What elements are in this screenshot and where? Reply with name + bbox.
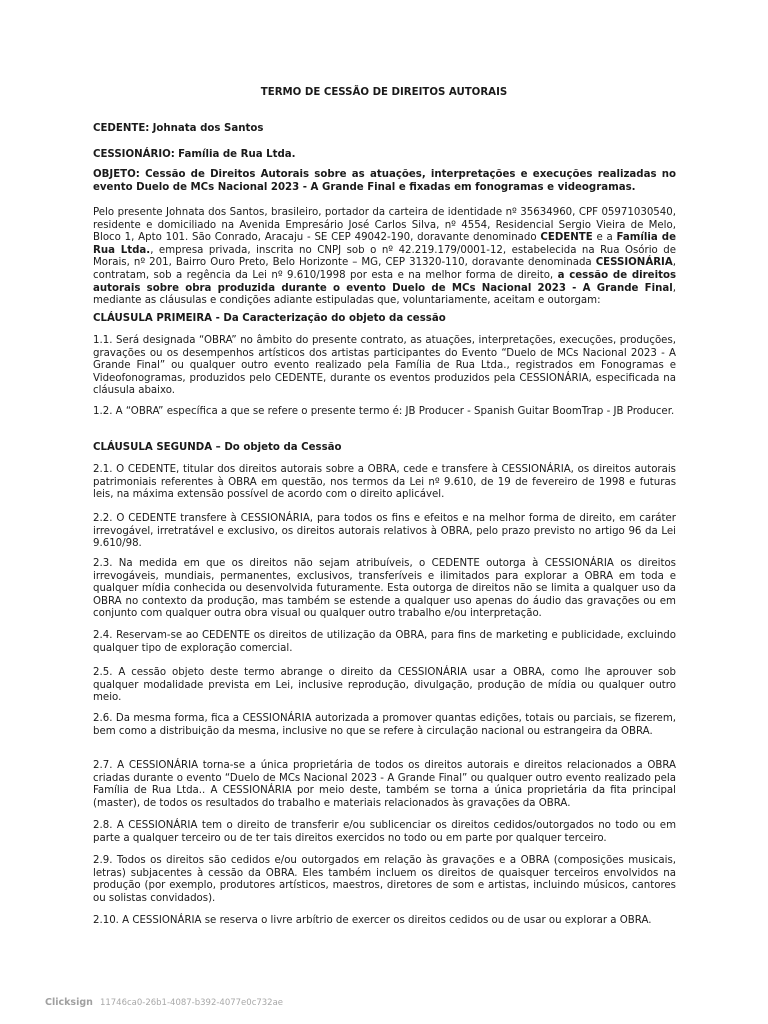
- cedente-value: Johnata dos Santos: [152, 123, 264, 134]
- cedente-label: CEDENTE:: [93, 123, 150, 134]
- signature-footer: [45, 997, 283, 1010]
- document-title: TERMO DE CESSÃO DE DIREITOS AUTORAIS: [260, 87, 508, 98]
- objeto-label: OBJETO:: [93, 169, 140, 180]
- clause-2-7: 2.7. A CESSIONÁRIA torna-se a única proprietária de todos os direitos autorais e direitos relacionados a OBRA criadas durante o evento “Duelo de MCs Nacional 2023 - A Grande Final” ou qualquer outro evento realizado pela Família de Rua Ltda.. A CESSIONÁRIA por meio deste, também se torna a única proprietária da fita principal (master), de todos os resultados do trabalho e materiais relacionados às gravações da OBRA.: [93, 760, 676, 809]
- clause-1-heading: CLÁUSULA PRIMEIRA - Da Caracterização do objeto da cessão: [93, 313, 446, 324]
- clicksign-logo: Clicksign: [45, 997, 93, 1008]
- clause-2-3: 2.3. Na medida em que os direitos não sejam atribuíveis, o CEDENTE outorga à CESSIONÁRIA os direitos irrevogáveis, mundiais, permanentes, exclusivos, transferíveis e ilimitados para explorar a OBRA em toda e qualquer mídia conhecida ou desenvolvida futuramente. Esta outorga de direitos não se limita a qualquer uso da OBRA no contexto da produção, mas também se estende a qualquer uso apenas do áudio das gravações ou em conjunto com qualquer outra obra visual ou qualquer outro trabalho e/ou interpretação.: [93, 558, 676, 620]
- cedente-line: [93, 123, 676, 136]
- intro-bold-cessionaria: CESSIONÁRIA: [595, 257, 673, 269]
- document-hash: 11746ca0-26b1-4087-b392-4077e0c732ae: [99, 998, 284, 1008]
- clause-2-heading: CLÁUSULA SEGUNDA – Do objeto da Cessão: [93, 442, 342, 453]
- clause-2-5: 2.5. A cessão objeto deste termo abrange o direito da CESSIONÁRIA usar a OBRA, como lhe aprouver sob qualquer modalidade prevista em Lei, inclusive reprodução, divulgação, produção de mídia ou qualquer outro meio.: [93, 667, 676, 704]
- intro-text-2: e a: [592, 232, 617, 244]
- clause-1-2: 1.2. A “OBRA” específica a que se refere o presente termo é: JB Producer - Spanish Guitar BoomTrap - JB Producer.: [93, 406, 675, 417]
- objeto-text: Cessão de Direitos Autorais sobre as atuações, interpretações e execuções realizadas no evento Duelo de MCs Nacional 2023 - A Grande Final e fixadas em fonogramas e videogramas.: [93, 169, 676, 193]
- intro-text-3: , empresa privada, inscrita no CNPJ sob o nº 42.219.179/0001-12, estabelecida na Rua Osório de Morais, nº 201, Bairro Ouro Preto, Belo Horizonte – MG, CEP 31320-110, doravante denominada: [93, 244, 676, 269]
- clause-1-1: 1.1. Será designada “OBRA” no âmbito do presente contrato, as atuações, interpretações, execuções, produções, gravações ou os desempenhos artísticos dos artistas participantes do Evento “Duelo de MCs Nacional 2023 - A Grande Final” ou qualquer outro evento realizado pela Família de Rua Ltda., registrados em Fonogramas e Videofonogramas, produzidos pelo CEDENTE, durante os eventos produzidos pela CESSIONÁRIA, especificada na cláusula abaixo.: [93, 335, 676, 397]
- cessionario-label: CESSIONÁRIO:: [93, 149, 175, 160]
- clause-2-6: 2.6. Da mesma forma, fica a CESSIONÁRIA autorizada a promover quantas edições, totais ou parciais, se fizerem, bem como a distribuição da mesma, inclusive no que se refere à circulação nacional ou estrangeira da OBRA.: [93, 713, 676, 737]
- objeto-paragraph: [93, 169, 676, 194]
- intro-bold-cessao: a cessão de direitos autorais sobre obra produzida durante o evento Duelo de MCs Nacional 2023 - A Grande Final: [93, 269, 677, 294]
- intro-text-5: , mediante as cláusulas e condições adiante estipuladas que, voluntariamente, aceitam e outorgam:: [93, 282, 676, 307]
- intro-text-4: , contratam, sob a regência da Lei nº 9.610/1998 por esta e na melhor forma de direito,: [93, 257, 676, 281]
- intro-bold-familia: Família de Rua Ltda.: [93, 232, 677, 256]
- cessionario-line: [93, 149, 676, 162]
- intro-bold-cedente: CEDENTE: [540, 232, 593, 244]
- clause-2-1: 2.1. O CEDENTE, titular dos direitos autorais sobre a OBRA, cede e transfere à CESSIONÁRIA, os direitos autorais patrimoniais referentes à OBRA em questão, nos termos da Lei nº 9.610, de 19 de fevereiro de 1998 e futuras leis, na máxima extensão possível de acordo com o direito aplicável.: [93, 464, 676, 501]
- clause-2-4: 2.4. Reservam-se ao CEDENTE os direitos de utilização da OBRA, para fins de marketing e publicidade, excluindo qualquer tipo de exploração comercial.: [93, 630, 676, 654]
- clause-2-2: 2.2. O CEDENTE transfere à CESSIONÁRIA, para todos os fins e efeitos e na melhor forma de direito, em caráter irrevogável, irretratável e exclusivo, os direitos autorais relativos à OBRA, pelo prazo previsto no artigo 96 da Lei 9.610/98.: [93, 513, 676, 550]
- intro-paragraph: [93, 207, 676, 308]
- clause-2-8: 2.8. A CESSIONÁRIA tem o direito de transferir e/ou sublicenciar os direitos cedidos/outorgados no todo ou em parte a qualquer terceiro ou de ter tais direitos exercidos no todo ou em parte por qualquer terceiro.: [93, 820, 676, 844]
- intro-text-1: Pelo presente Johnata dos Santos, brasileiro, portador da carteira de identidade nº 35634960, CPF 05971030540, residente e domiciliado na Avenida Empresário José Carlos Silva, nº 4554, Residencial Sergio Vieira de Melo, Bloco 1, Apto 101. São Conrado, Aracaju - SE CEP 49042-190, doravante denominado: [93, 207, 676, 244]
- clause-2-9: 2.9. Todos os direitos são cedidos e/ou outorgados em relação às gravações e a OBRA (composições musicais, letras) subjacentes à cessão da OBRA. Eles também incluem os direitos de quaisquer terceiros envolvidos na produção (por exemplo, produtores artísticos, maestros, diretores de som e artistas, incluindo músicos, cantores ou solistas convidados).: [93, 855, 676, 904]
- cessionario-value: Família de Rua Ltda.: [178, 149, 296, 160]
- clause-2-10: 2.10. A CESSIONÁRIA se reserva o livre arbítrio de exercer os direitos cedidos ou de usar ou explorar a OBRA.: [93, 915, 652, 926]
